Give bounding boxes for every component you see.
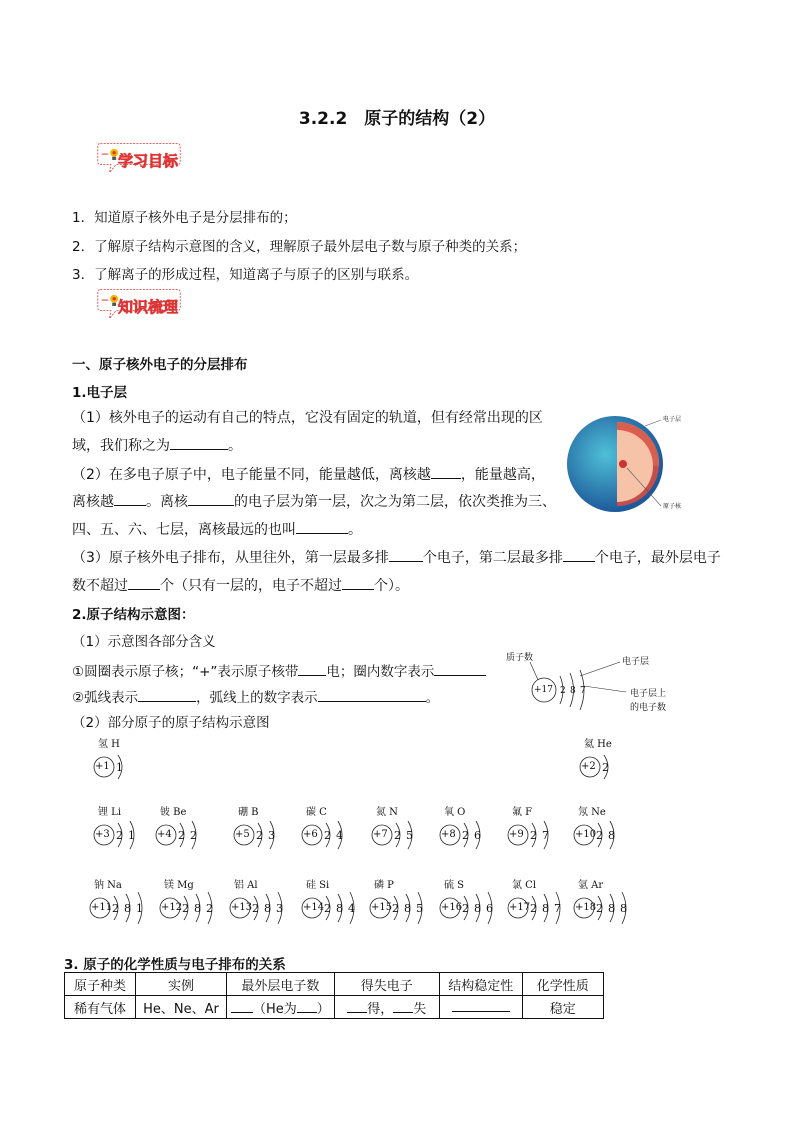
section1-heading: 一、原子核外电子的分层排布 bbox=[72, 357, 248, 373]
shell-electron-count: 8 bbox=[124, 902, 131, 915]
table-header: 化学性质 bbox=[522, 973, 603, 996]
shell-electron-count: 6 bbox=[474, 829, 481, 842]
nucleus-charge: +14 bbox=[303, 902, 325, 913]
shell-electron-count: 8 bbox=[336, 902, 343, 915]
nucleus-charge: +4 bbox=[157, 829, 172, 840]
atom-name: 硼 B bbox=[238, 807, 259, 818]
shell-electron-count: 2 bbox=[596, 902, 603, 915]
goals-banner-text: 学习目标 bbox=[118, 152, 179, 170]
label-layer: 电子层 bbox=[622, 657, 650, 667]
example-shell-3: 7 bbox=[580, 686, 586, 696]
shell-electron-count: 8 bbox=[474, 902, 481, 915]
nucleus-charge: +8 bbox=[441, 829, 456, 840]
shell-electron-count: 2 bbox=[324, 829, 331, 842]
example-nucleus: +17 bbox=[534, 685, 553, 695]
section1-sub1: 1.电子层 bbox=[72, 385, 128, 401]
table-header: 实例 bbox=[136, 973, 227, 996]
blank[interactable] bbox=[318, 688, 426, 702]
blank[interactable] bbox=[563, 548, 595, 562]
atom-name: 碳 C bbox=[306, 807, 327, 818]
atom-name: 硅 Si bbox=[306, 880, 330, 891]
shell-electron-count: 8 bbox=[620, 902, 627, 915]
atom-name: 磷 P bbox=[374, 880, 394, 891]
shell-electron-count: 2 bbox=[178, 829, 185, 842]
label-electrons-2: 的电子数 bbox=[630, 703, 667, 713]
atom-name: 钠 Na bbox=[94, 880, 122, 891]
label-electrons-1: 电子层上 bbox=[630, 689, 667, 699]
atom-name: 氦 He bbox=[584, 739, 612, 750]
atom-name: 氩 Ar bbox=[578, 880, 604, 891]
s1-p2a: （2）在多电子原子中，电子能量不同，能量越低，离核越 ，能量越高， bbox=[72, 467, 545, 483]
goals-banner bbox=[74, 141, 204, 179]
shell-electron-count: 1 bbox=[136, 902, 143, 915]
blank[interactable] bbox=[342, 576, 374, 590]
nucleus-charge: +12 bbox=[161, 902, 183, 913]
shell-electron-count: 2 bbox=[206, 902, 213, 915]
atom-name: 镁 Mg bbox=[164, 880, 194, 891]
blank[interactable] bbox=[296, 520, 348, 534]
shell-electron-count: 6 bbox=[486, 902, 493, 915]
shell-electron-count: 5 bbox=[416, 902, 423, 915]
shell-electron-count: 2 bbox=[324, 902, 331, 915]
sphere-label-top: 电子层 bbox=[663, 416, 682, 423]
section2-sub: 2.原子结构示意图： bbox=[72, 607, 195, 623]
s1-p3a: （3）原子核外电子排布，从里往外，第一层最多排 个电子，第二层最多排 个电子，最外层电子 bbox=[72, 550, 721, 566]
shell-electron-count: 8 bbox=[608, 829, 615, 842]
blank[interactable] bbox=[170, 436, 228, 450]
blank[interactable] bbox=[434, 662, 486, 676]
atom-name: 铍 Be bbox=[160, 807, 187, 818]
shell-electron-count: 3 bbox=[276, 902, 283, 915]
table-row bbox=[65, 996, 604, 1019]
blank[interactable] bbox=[231, 999, 253, 1013]
s1-p2c: 四、五、六、七层，离核最远的也叫 。 bbox=[72, 522, 362, 538]
table-header: 得失电子 bbox=[334, 973, 439, 996]
shell-electron-count: 8 bbox=[264, 902, 271, 915]
blank[interactable] bbox=[389, 548, 423, 562]
goal-1: 1．知道原子核外电子是分层排布的； bbox=[72, 210, 297, 226]
blank[interactable] bbox=[393, 999, 413, 1013]
nucleus-charge: +2 bbox=[581, 761, 596, 772]
nucleus-charge: +13 bbox=[231, 902, 253, 913]
shell-electron-count: 3 bbox=[268, 829, 275, 842]
shell-electron-count: 7 bbox=[542, 829, 549, 842]
page-title: 3.2.2 原子的结构（2） bbox=[298, 109, 496, 129]
s1-p3b: 数不超过 个（只有一层的，电子不超过 个）。 bbox=[72, 578, 409, 594]
shell-electron-count: 2 bbox=[112, 902, 119, 915]
atom-name: 铝 Al bbox=[234, 880, 258, 891]
nucleus-charge: +3 bbox=[95, 829, 110, 840]
section3-heading: 3. 原子的化学性质与电子排布的关系 bbox=[64, 957, 286, 973]
label-proton: 质子数 bbox=[506, 653, 534, 663]
atom-name: 氢 H bbox=[98, 739, 120, 750]
s2-c1: ①圆圈表示原子核；“+”表示原子核带 电；圈内数字表示 bbox=[72, 660, 486, 680]
example-shell-2: 8 bbox=[570, 686, 576, 696]
nucleus-charge: +9 bbox=[509, 829, 524, 840]
nucleus-charge: +5 bbox=[235, 829, 250, 840]
atom-name: 氧 O bbox=[444, 807, 466, 818]
blank[interactable] bbox=[188, 492, 234, 506]
shell-electron-count: 8 bbox=[542, 902, 549, 915]
blank[interactable] bbox=[347, 999, 367, 1013]
blank[interactable] bbox=[114, 492, 146, 506]
shell-electron-count: 8 bbox=[608, 902, 615, 915]
nucleus-charge: +10 bbox=[575, 829, 597, 840]
shell-electron-count: 7 bbox=[554, 902, 561, 915]
s1-p1b: 域，我们称之为 。 bbox=[72, 438, 242, 454]
blank[interactable] bbox=[298, 662, 326, 676]
goal-3: 3．了解离子的形成过程，知道离子与原子的区别与联系。 bbox=[72, 267, 419, 283]
table-cell: 得， 失 bbox=[334, 996, 439, 1019]
structure-diagram-example bbox=[500, 646, 690, 716]
knowledge-banner-text: 知识梳理 bbox=[118, 298, 179, 316]
shell-electron-count: 2 bbox=[190, 829, 197, 842]
blank[interactable] bbox=[452, 998, 510, 1012]
shell-electron-count: 1 bbox=[116, 761, 123, 774]
s2-p2: （2）部分原子的原子结构示意图 bbox=[72, 715, 270, 731]
shell-electron-count: 4 bbox=[336, 829, 343, 842]
nucleus-charge: +6 bbox=[303, 829, 318, 840]
nucleus-charge: +17 bbox=[509, 902, 531, 913]
shell-electron-count: 5 bbox=[406, 829, 413, 842]
shell-electron-count: 2 bbox=[392, 902, 399, 915]
blank[interactable] bbox=[297, 999, 317, 1013]
atom-name: 氮 N bbox=[376, 807, 398, 818]
nucleus-charge: +18 bbox=[575, 902, 597, 913]
s1-p2b: 离核越 。离核 的电子层为第一层，次之为第二层，依次类推为三、 bbox=[72, 494, 556, 510]
nucleus-charge: +7 bbox=[373, 829, 388, 840]
blank[interactable] bbox=[431, 465, 461, 479]
shell-electron-count: 2 bbox=[256, 829, 263, 842]
atom-sphere-illustration bbox=[565, 408, 695, 518]
relation-table bbox=[64, 972, 604, 1019]
atom-name: 氖 Ne bbox=[578, 807, 606, 818]
shell-electron-count: 8 bbox=[404, 902, 411, 915]
knowledge-banner bbox=[74, 287, 204, 325]
example-shell-1: 2 bbox=[560, 686, 566, 696]
table-header: 结构稳定性 bbox=[439, 973, 522, 996]
goal-2: 2．了解原子结构示意图的含义，理解原子最外层电子数与原子种类的关系； bbox=[72, 239, 527, 255]
blank[interactable] bbox=[128, 576, 160, 590]
shell-electron-count: 2 bbox=[596, 829, 603, 842]
atom-name: 硫 S bbox=[444, 880, 465, 891]
table-header: 最外层电子数 bbox=[227, 973, 335, 996]
shell-electron-count: 8 bbox=[194, 902, 201, 915]
table-cell bbox=[439, 996, 522, 1019]
table-header: 原子种类 bbox=[65, 973, 136, 996]
table-cell: （He为 ） bbox=[227, 996, 335, 1019]
s2-p1: （1）示意图各部分含义 bbox=[72, 634, 216, 650]
sphere-label-bottom: 原子核 bbox=[663, 503, 682, 510]
shell-electron-count: 2 bbox=[394, 829, 401, 842]
shell-electron-count: 2 bbox=[462, 902, 469, 915]
nucleus-charge: +15 bbox=[371, 902, 393, 913]
shell-electron-count: 2 bbox=[182, 902, 189, 915]
table-header-row bbox=[65, 973, 604, 996]
shell-electron-count: 2 bbox=[116, 829, 123, 842]
shell-electron-count: 2 bbox=[530, 829, 537, 842]
shell-electron-count: 4 bbox=[348, 902, 355, 915]
atom-name: 氟 F bbox=[512, 807, 533, 818]
table-cell: 稳定 bbox=[522, 996, 603, 1019]
nucleus-charge: +1 bbox=[95, 761, 110, 772]
shell-electron-count: 1 bbox=[128, 829, 135, 842]
shell-electron-count: 2 bbox=[602, 761, 609, 774]
shell-electron-count: 2 bbox=[252, 902, 259, 915]
atom-name: 氯 Cl bbox=[512, 880, 537, 891]
nucleus-charge: +11 bbox=[91, 902, 113, 913]
table-cell: 稀有气体 bbox=[65, 996, 136, 1019]
shell-electron-count: 2 bbox=[462, 829, 469, 842]
atom-name: 锂 Li bbox=[98, 807, 122, 818]
shell-electron-count: 2 bbox=[530, 902, 537, 915]
s2-c2: ②弧线表示 ，弧线上的数字表示 。 bbox=[72, 690, 440, 706]
nucleus-charge: +16 bbox=[441, 902, 463, 913]
s1-p1a: （1）核外电子的运动有自己的特点，它没有固定的轨道，但有经常出现的区 bbox=[72, 410, 543, 426]
table-cell: He、Ne、Ar bbox=[136, 996, 227, 1019]
blank[interactable] bbox=[138, 688, 196, 702]
